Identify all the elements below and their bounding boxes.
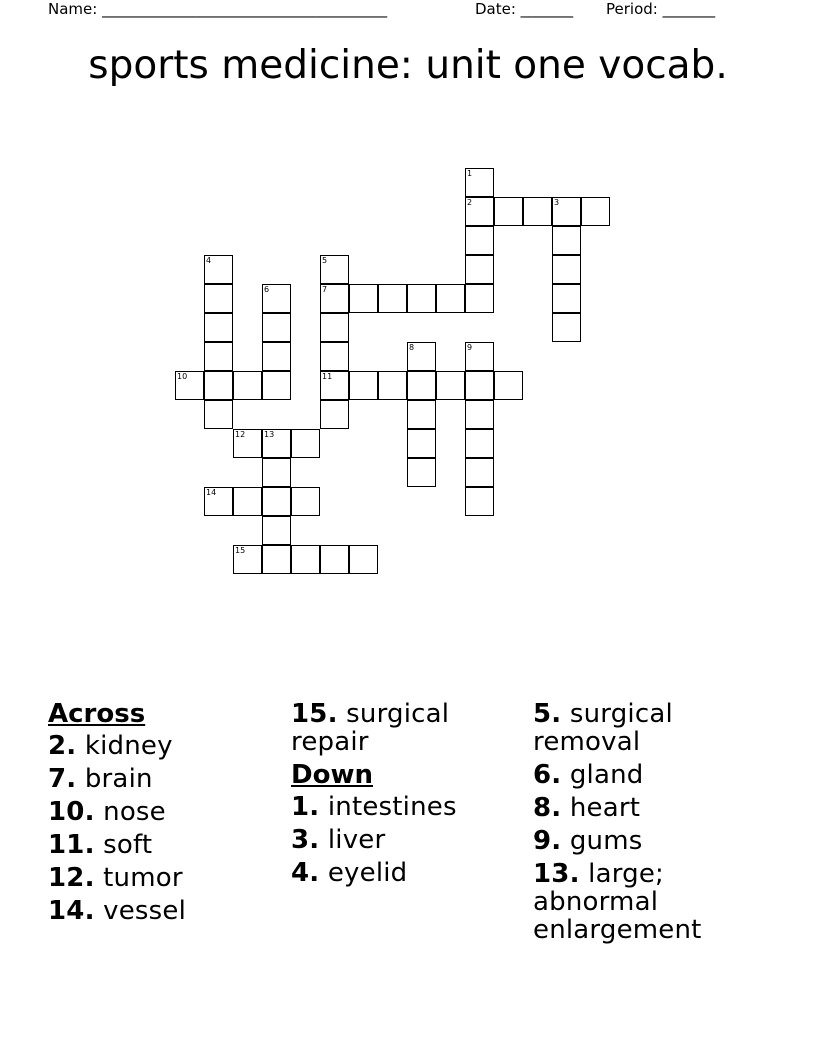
clue-across-14: 14. vessel xyxy=(48,896,187,926)
date-field[interactable]: Date: _______ xyxy=(475,0,574,18)
crossword-cell[interactable] xyxy=(262,313,291,342)
crossword-cell[interactable] xyxy=(407,371,436,400)
clue-down-1: 1. intestines xyxy=(291,792,457,822)
crossword-cell[interactable] xyxy=(262,545,291,574)
crossword-cell[interactable] xyxy=(320,255,349,284)
crossword-cell[interactable] xyxy=(233,487,262,516)
clue-down-13: 13. large; abnormal enlargement xyxy=(533,859,702,945)
crossword-cell[interactable] xyxy=(233,545,262,574)
cell-number: 3 xyxy=(554,198,560,207)
crossword-cell[interactable] xyxy=(320,313,349,342)
crossword-cell[interactable] xyxy=(552,313,581,342)
page-title: sports medicine: unit one vocab. xyxy=(88,43,728,88)
crossword-cell[interactable] xyxy=(262,284,291,313)
crossword-cell[interactable] xyxy=(204,255,233,284)
crossword-cell[interactable] xyxy=(204,487,233,516)
cell-number: 13 xyxy=(264,430,275,439)
crossword-cell[interactable] xyxy=(320,284,349,313)
clue-down-3: 3. liver xyxy=(291,825,386,855)
crossword-cell[interactable] xyxy=(262,487,291,516)
crossword-cell[interactable] xyxy=(262,342,291,371)
crossword-cell[interactable] xyxy=(407,400,436,429)
clue-down-6: 6. gland xyxy=(533,760,644,790)
crossword-cell[interactable] xyxy=(407,342,436,371)
clue-column-2 xyxy=(291,700,531,892)
crossword-cell[interactable] xyxy=(349,371,378,400)
crossword-cell[interactable] xyxy=(436,371,465,400)
across-heading: Across xyxy=(48,699,146,729)
clue-column-3 xyxy=(533,700,773,949)
clue-across-7: 7. brain xyxy=(48,764,153,794)
crossword-cell[interactable] xyxy=(465,342,494,371)
crossword-cell[interactable] xyxy=(465,284,494,313)
cell-number: 8 xyxy=(409,343,415,352)
crossword-cell[interactable] xyxy=(291,487,320,516)
cell-number: 11 xyxy=(322,372,333,381)
cell-number: 2 xyxy=(467,198,473,207)
cell-number: 14 xyxy=(206,488,217,497)
crossword-cell[interactable] xyxy=(552,284,581,313)
crossword-cell[interactable] xyxy=(262,458,291,487)
crossword-cell[interactable] xyxy=(465,197,494,226)
crossword-cell[interactable] xyxy=(494,197,523,226)
cell-number: 7 xyxy=(322,285,328,294)
crossword-cell[interactable] xyxy=(407,458,436,487)
crossword-cell[interactable] xyxy=(262,429,291,458)
clue-across-12: 12. tumor xyxy=(48,863,183,893)
clue-across-11: 11. soft xyxy=(48,830,153,860)
crossword-cell[interactable] xyxy=(291,545,320,574)
crossword-cell[interactable] xyxy=(552,226,581,255)
crossword-cell[interactable] xyxy=(233,371,262,400)
crossword-cell[interactable] xyxy=(465,429,494,458)
crossword-cell[interactable] xyxy=(204,313,233,342)
crossword-cell[interactable] xyxy=(175,371,204,400)
clue-down-4: 4. eyelid xyxy=(291,858,408,888)
clue-down-5: 5. surgical removal xyxy=(533,699,673,757)
crossword-cell[interactable] xyxy=(320,400,349,429)
period-field[interactable]: Period: _______ xyxy=(606,0,716,18)
crossword-cell[interactable] xyxy=(465,168,494,197)
crossword-cell[interactable] xyxy=(320,545,349,574)
cell-number: 4 xyxy=(206,256,212,265)
clue-down-8: 8. heart xyxy=(533,793,641,823)
crossword-cell[interactable] xyxy=(523,197,552,226)
down-heading: Down xyxy=(291,760,373,790)
crossword-cell[interactable] xyxy=(320,342,349,371)
crossword-cell[interactable] xyxy=(320,371,349,400)
crossword-cell[interactable] xyxy=(262,371,291,400)
cell-number: 5 xyxy=(322,256,328,265)
crossword-cell[interactable] xyxy=(436,284,465,313)
crossword-cell[interactable] xyxy=(378,371,407,400)
crossword-cell[interactable] xyxy=(233,429,262,458)
crossword-cell[interactable] xyxy=(407,284,436,313)
crossword-cell[interactable] xyxy=(204,400,233,429)
crossword-cell[interactable] xyxy=(407,429,436,458)
crossword-cell[interactable] xyxy=(204,284,233,313)
cell-number: 1 xyxy=(467,169,473,178)
crossword-cell[interactable] xyxy=(552,197,581,226)
crossword-cell[interactable] xyxy=(465,371,494,400)
clue-across-15: 15. surgical repair xyxy=(291,699,450,757)
name-field[interactable]: Name: ______________________________________ xyxy=(48,0,388,18)
crossword-cell[interactable] xyxy=(581,197,610,226)
crossword-cell[interactable] xyxy=(465,458,494,487)
crossword-cell[interactable] xyxy=(465,255,494,284)
clue-down-9: 9. gums xyxy=(533,826,643,856)
crossword-cell[interactable] xyxy=(494,371,523,400)
crossword-cell[interactable] xyxy=(465,487,494,516)
crossword-cell[interactable] xyxy=(465,226,494,255)
clue-across-2: 2. kidney xyxy=(48,731,173,761)
crossword-cell[interactable] xyxy=(204,342,233,371)
cell-number: 15 xyxy=(235,546,246,555)
clue-across-10: 10. nose xyxy=(48,797,166,827)
clue-column-1 xyxy=(48,700,288,930)
crossword-cell[interactable] xyxy=(552,255,581,284)
crossword-cell[interactable] xyxy=(291,429,320,458)
crossword-cell[interactable] xyxy=(378,284,407,313)
crossword-cell[interactable] xyxy=(349,284,378,313)
cell-number: 9 xyxy=(467,343,473,352)
crossword-cell[interactable] xyxy=(349,545,378,574)
cell-number: 6 xyxy=(264,285,270,294)
crossword-cell[interactable] xyxy=(262,516,291,545)
crossword-cell[interactable] xyxy=(465,400,494,429)
cell-number: 10 xyxy=(177,372,188,381)
cell-number: 12 xyxy=(235,430,246,439)
crossword-cell[interactable] xyxy=(204,371,233,400)
